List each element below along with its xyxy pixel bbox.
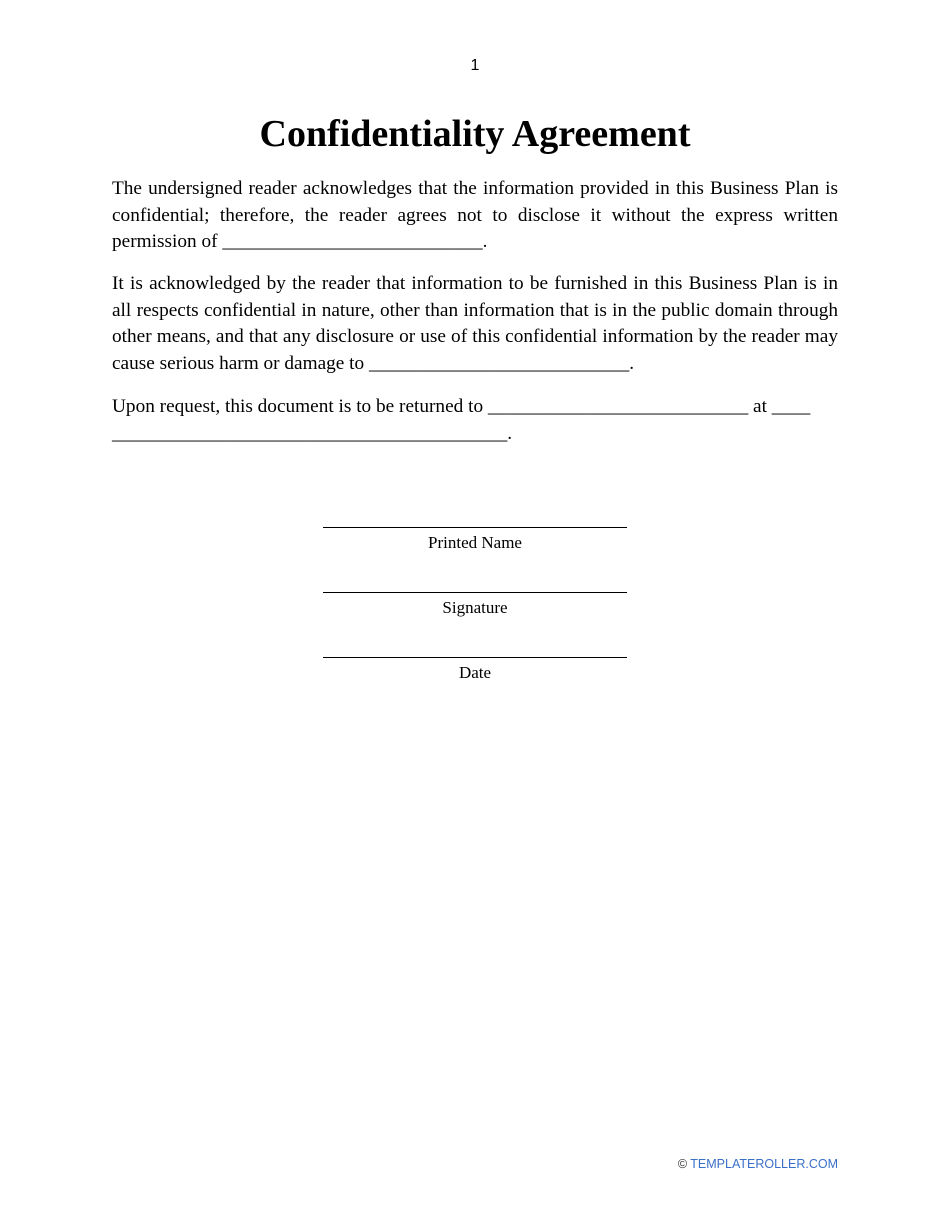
paragraph-acknowledgement: It is acknowledged by the reader that information to be furnished in this Business Plan is in all respects confidential in nature, other than information that is in the public domain through other means, and that any disclosure or use of this confidential information by the reader may cause serious harm or damage to ___________________________. xyxy=(112,273,838,374)
date-label: Date xyxy=(458,663,492,682)
paragraph-return xyxy=(112,394,838,447)
printed-name-label: Printed Name xyxy=(428,533,522,552)
signature-block xyxy=(0,592,950,619)
signature-label: Signature xyxy=(442,598,508,617)
templateroller-link[interactable]: TEMPLATEROLLER.COM xyxy=(690,1157,838,1171)
paragraph-return-line-1: Upon request, this document is to be returned to ___________________________ at ____ xyxy=(112,396,811,417)
paragraph-return-line-2: _________________________________________. xyxy=(112,422,513,444)
footer xyxy=(678,1156,838,1172)
date-line xyxy=(323,657,627,658)
page-number: 1 xyxy=(470,57,480,74)
date-block xyxy=(0,657,950,684)
document-title: Confidentiality Agreement xyxy=(259,113,691,155)
copyright-symbol: © xyxy=(677,1157,688,1171)
signature-line xyxy=(323,592,627,593)
printed-name-line xyxy=(323,527,627,528)
paragraph-disclosure: The undersigned reader acknowledges that the information provided in this Business Plan is confidential; therefore, the reader agrees not to disclose it without the express written permission of ___________________________. xyxy=(112,178,838,252)
printed-name-block xyxy=(0,527,950,554)
